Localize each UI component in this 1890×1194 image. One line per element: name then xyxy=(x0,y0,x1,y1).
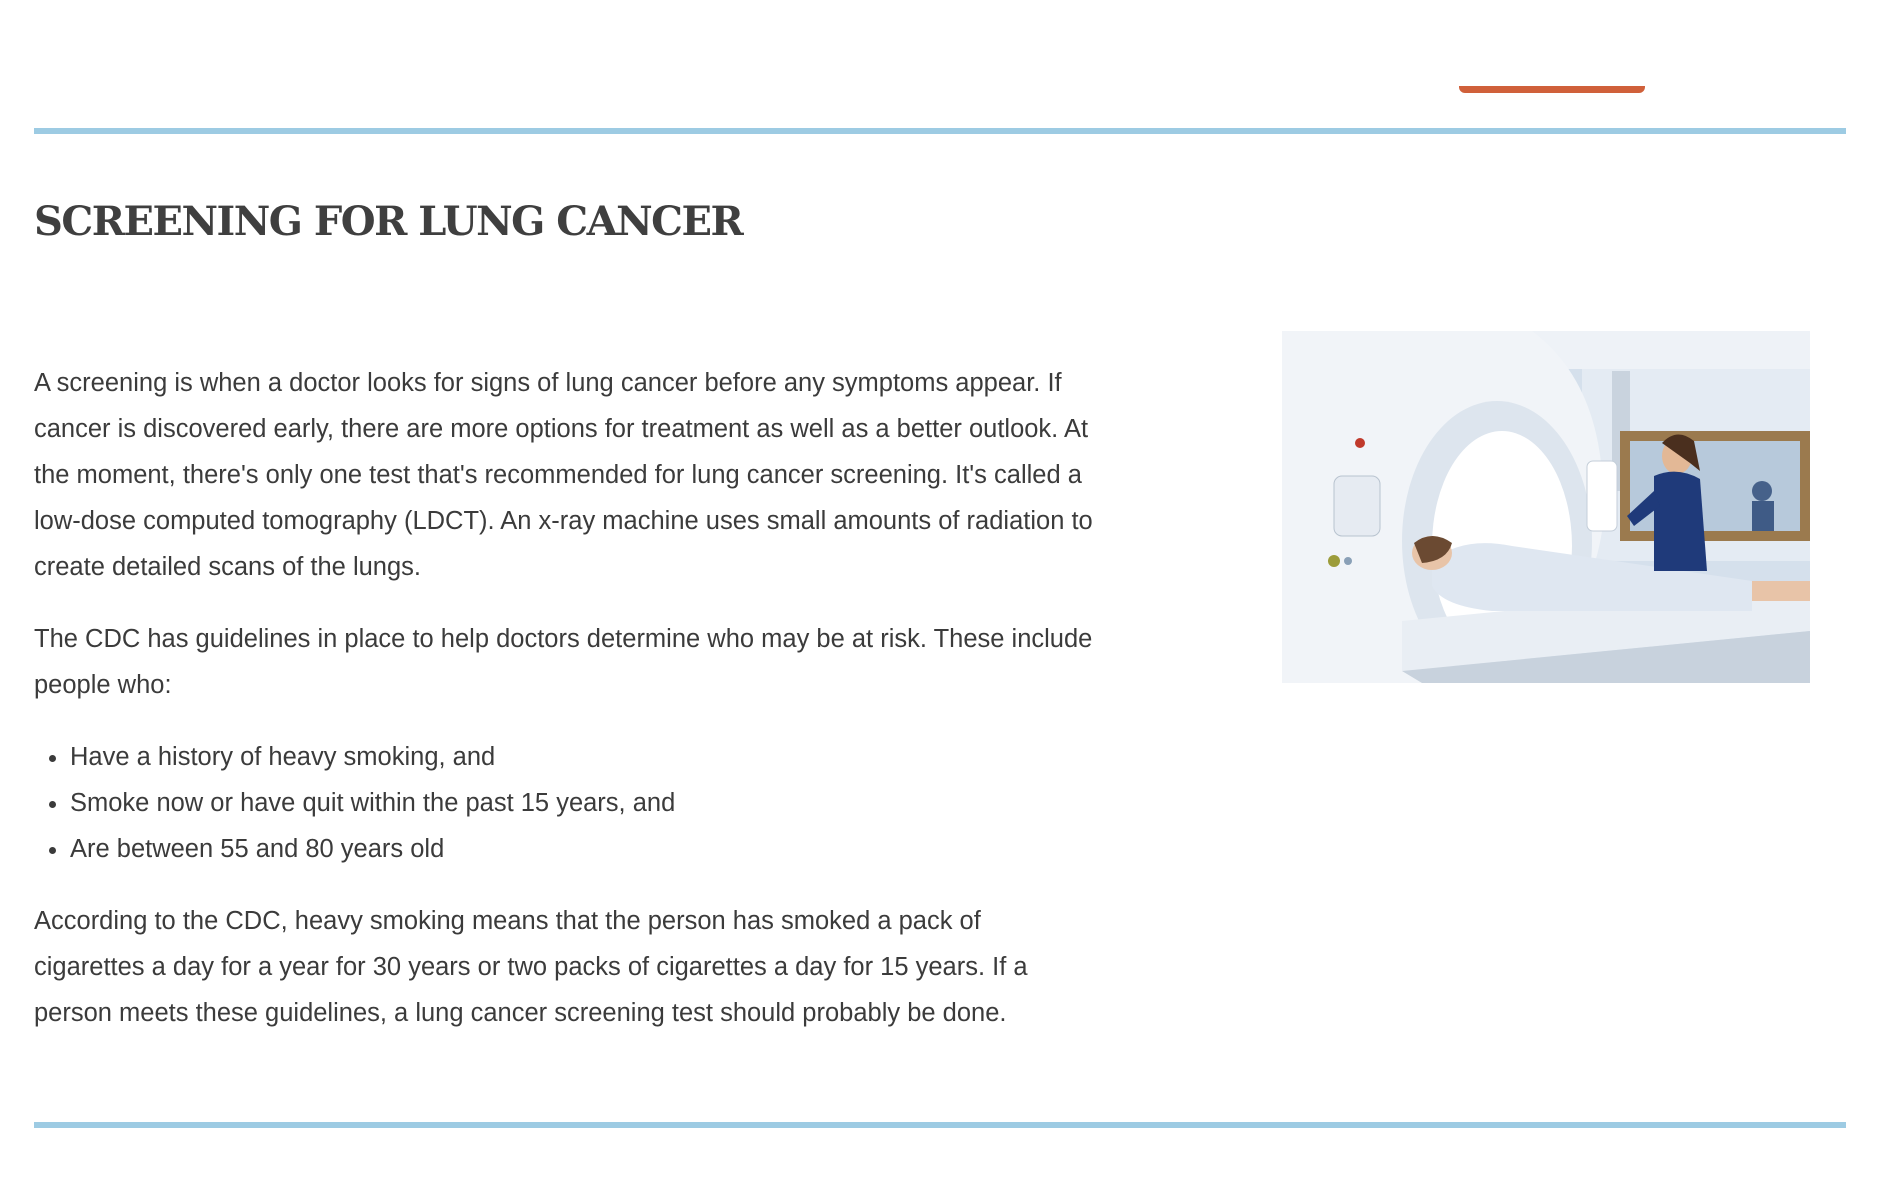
active-nav-indicator xyxy=(1459,86,1645,93)
top-divider xyxy=(34,128,1846,134)
guidelines-paragraph: The CDC has guidelines in place to help doctors determine who may be at risk. These include people who: xyxy=(34,625,1093,699)
bottom-divider xyxy=(34,1122,1846,1128)
intro-paragraph: A screening is when a doctor looks for signs of lung cancer before any symptoms appear. If cancer is discovered early, there are more options for treatment as well as a better outlook. At the moment, there's only one test that's recommended for lung cancer screening. It's called a low-dose computed tomography (LDCT). An x-ray machine uses small amounts of radiation to create detailed scans of the lungs. xyxy=(34,369,1093,581)
page-title: SCREENING FOR LUNG CANCER xyxy=(34,198,743,245)
article-body xyxy=(34,360,1094,1062)
list-item: • Smoke now or have quit within the past 15 years, and xyxy=(70,780,1094,826)
list-item: • Have a history of heavy smoking, and xyxy=(70,734,1094,780)
definition-paragraph: According to the CDC, heavy smoking means that the person has smoked a pack of cigarettes a day for a year for 30 years or two packs of cigarettes a day for 15 years. If a person meets these guidelines, a lung cancer screening test should probably be done. xyxy=(34,907,1028,1027)
list-item: • Are between 55 and 80 years old xyxy=(70,826,1094,872)
ct-scan-photo xyxy=(1282,331,1810,683)
ct-scan-illustration xyxy=(1282,331,1810,683)
criteria-list xyxy=(34,734,1094,872)
